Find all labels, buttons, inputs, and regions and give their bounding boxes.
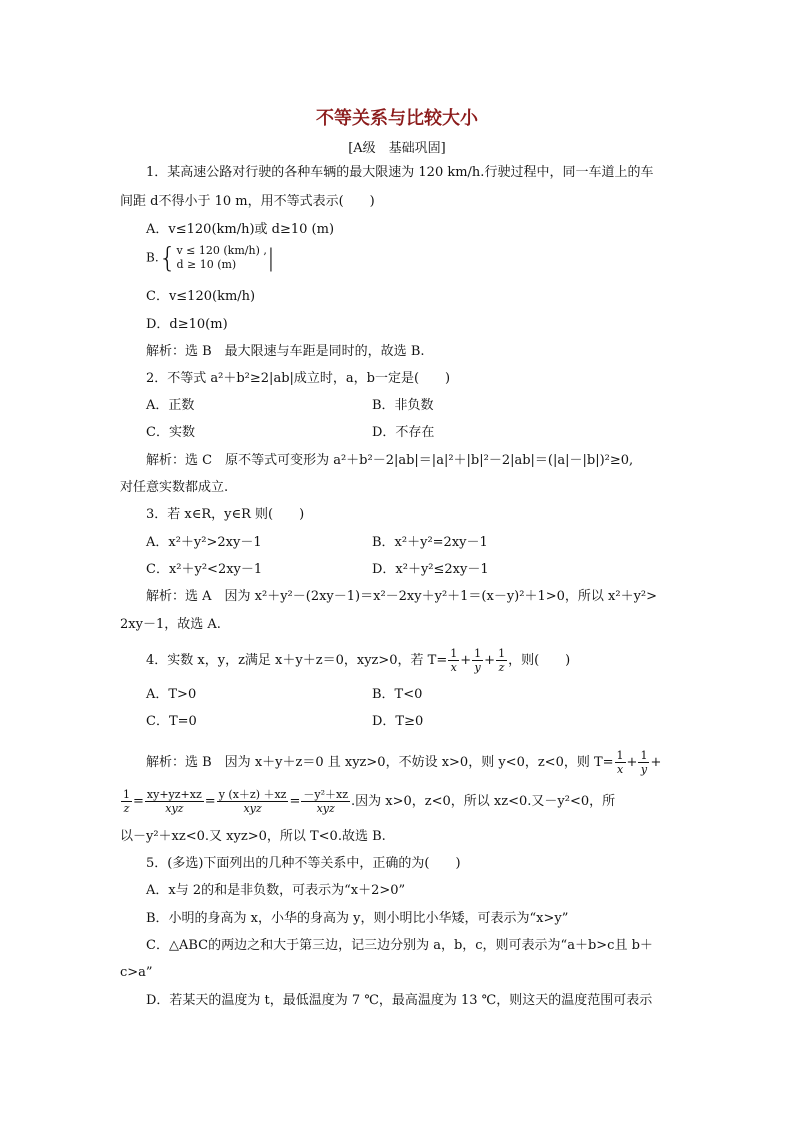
q2-analysis-line1: 解析：选 C 原不等式可变形为 a²＋b²－2|ab|＝|a|²＋|b|²－2|ab|＝(|a|－|b|)²≥0, (146, 453, 634, 468)
fraction-1-over-x: $\frac{1}{x}$ (450, 647, 458, 674)
q5-option-d-line1: D．若某天的温度为 t，最低温度为 7 ℃，最高温度为 13 ℃，则这天的温度范围可表示 (146, 993, 653, 1008)
fraction-1-over-y: $\frac{1}{y}$ (640, 749, 648, 776)
q4-stem-text: 4．实数 x，y，z满足 x＋y＋z＝0，xyz>0，若 T= (146, 653, 448, 668)
left-brace-icon: { (158, 241, 177, 274)
q4-option-c: C．T=0 (146, 714, 197, 729)
right-bracket-icon: | (266, 244, 275, 272)
q2-option-a: A．正数 (146, 398, 195, 413)
q3-option-a: A．x²＋y²>2xy－1 (146, 535, 262, 550)
q1-option-a: A．v≤120(km/h)或 d≥10 (m) (146, 222, 335, 237)
q1-option-b-line1: v ≤ 120 (km/h) , (176, 244, 267, 257)
fraction-1-over-y: $\frac{1}{y}$ (474, 647, 482, 674)
q4-analysis-line2-text: .因为 x>0，z<0，所以 xz<0.又－y²<0，所 (351, 794, 616, 809)
fraction-1-over-x: $\frac{1}{x}$ (616, 749, 624, 776)
q4-stem: 4．实数 x，y，z满足 x＋y＋z＝0，xyz>0，若 T= $\frac{1}{x}$ + $\frac{1}{y}$ + $\frac{1}{z}$ ，则( ) (146, 647, 571, 674)
q1-option-b-system (176, 244, 266, 272)
q2-option-b: B．非负数 (372, 398, 434, 413)
q4-stem-tail: ，则( ) (508, 653, 571, 668)
q2-analysis-line2: 对任意实数都成立. (120, 480, 229, 495)
q4-option-d: D．T≥0 (372, 714, 424, 729)
q5-option-c-line2: c>a” (120, 965, 153, 980)
fraction-neg-y2-over-xyz: $\frac{\text{－y²＋xz}}{\text{xyz}}$ (303, 788, 349, 815)
q4-analysis-text: 解析：选 B 因为 x＋y＋z＝0 且 xyz>0，不妨设 x>0，则 y<0，z<0，则 T= (146, 755, 614, 770)
q4-analysis-line3: 以－y²＋xz<0.又 xyz>0，所以 T<0.故选 B. (120, 829, 386, 844)
q3-analysis-line1: 解析：选 A 因为 x²＋y²－(2xy－1)＝x²－2xy＋y²＋1＝(x－y)²＋1>0，所以 x²＋y²> (146, 589, 658, 604)
q4-option-b: B．T<0 (372, 687, 423, 702)
q1-option-b-line2: d ≥ 10 (m) (176, 258, 237, 271)
q2-option-c: C．实数 (146, 425, 195, 440)
q1-option-d: D．d≥10(m) (146, 317, 228, 332)
q1-option-b (146, 241, 275, 274)
q4-analysis-line1: 解析：选 B 因为 x＋y＋z＝0 且 xyz>0，不妨设 x>0，则 y<0，z<0，则 T= $\frac{1}{x}$ + $\frac{1}{y}$ + (146, 749, 662, 776)
q2-stem: 2．不等式 a²＋b²≥2|ab|成立时，a，b一定是( ) (146, 371, 451, 386)
q4-analysis-line2: $\frac{1}{z}$ = $\frac{xy+yz+xz}{\text{xyz}}$ = $\frac{y (x+z) +xz}{\text{xyz}}$ = $\frac{\text{－y²＋xz}}{\text{xyz}}$ .因为 x>0，z<0，所以 xz<0.又－y²<0，所 (123, 788, 616, 815)
q5-option-c-line1: C．△ABC的两边之和大于第三边，记三边分别为 a，b，c，则可表示为“a＋b>c且 b＋ (146, 938, 653, 953)
q1-analysis: 解析：选 B 最大限速与车距是同时的，故选 B. (146, 344, 425, 359)
q2-option-d: D．不存在 (372, 425, 435, 440)
q5-option-b: B．小明的身高为 x，小华的身高为 y，则小明比小华矮，可表示为“x>y” (146, 911, 569, 926)
q1-stem-line2: 间距 d不得小于 10 m，用不等式表示( ) (120, 194, 375, 209)
q1-option-b-label: B. (146, 250, 159, 265)
q3-option-c: C．x²＋y²<2xy－1 (146, 562, 263, 577)
q3-stem: 3．若 x∈R，y∈R 则( ) (146, 507, 305, 522)
level-heading: [A级 基础巩固] (348, 141, 446, 156)
q5-option-a: A．x与 2的和是非负数，可表示为“x＋2>0” (146, 883, 406, 898)
q3-option-d: D．x²＋y²≤2xy－1 (372, 562, 489, 577)
fraction-sum-over-xyz: $\frac{xy+yz+xz}{\text{xyz}}$ (146, 788, 202, 815)
q4-option-a: A．T>0 (146, 687, 197, 702)
page-title: 不等关系与比较大小 (316, 108, 478, 129)
q3-analysis-line2: 2xy－1，故选 A. (120, 617, 221, 632)
q1-stem-line1: 1．某高速公路对行驶的各种车辆的最大限速为 120 km/h.行驶过程中，同一车道上的车 (146, 165, 654, 180)
q3-option-b: B．x²＋y²=2xy－1 (372, 535, 488, 550)
fraction-grouped-over-xyz: $\frac{y (x+z) +xz}{\text{xyz}}$ (218, 788, 287, 815)
fraction-1-over-z: $\frac{1}{z}$ (498, 647, 506, 674)
fraction-1-over-z: $\frac{1}{z}$ (123, 788, 130, 815)
q5-stem: 5．(多选)下面列出的几种不等关系中，正确的为( ) (146, 856, 461, 871)
q1-option-c: C．v≤120(km/h) (146, 289, 256, 304)
